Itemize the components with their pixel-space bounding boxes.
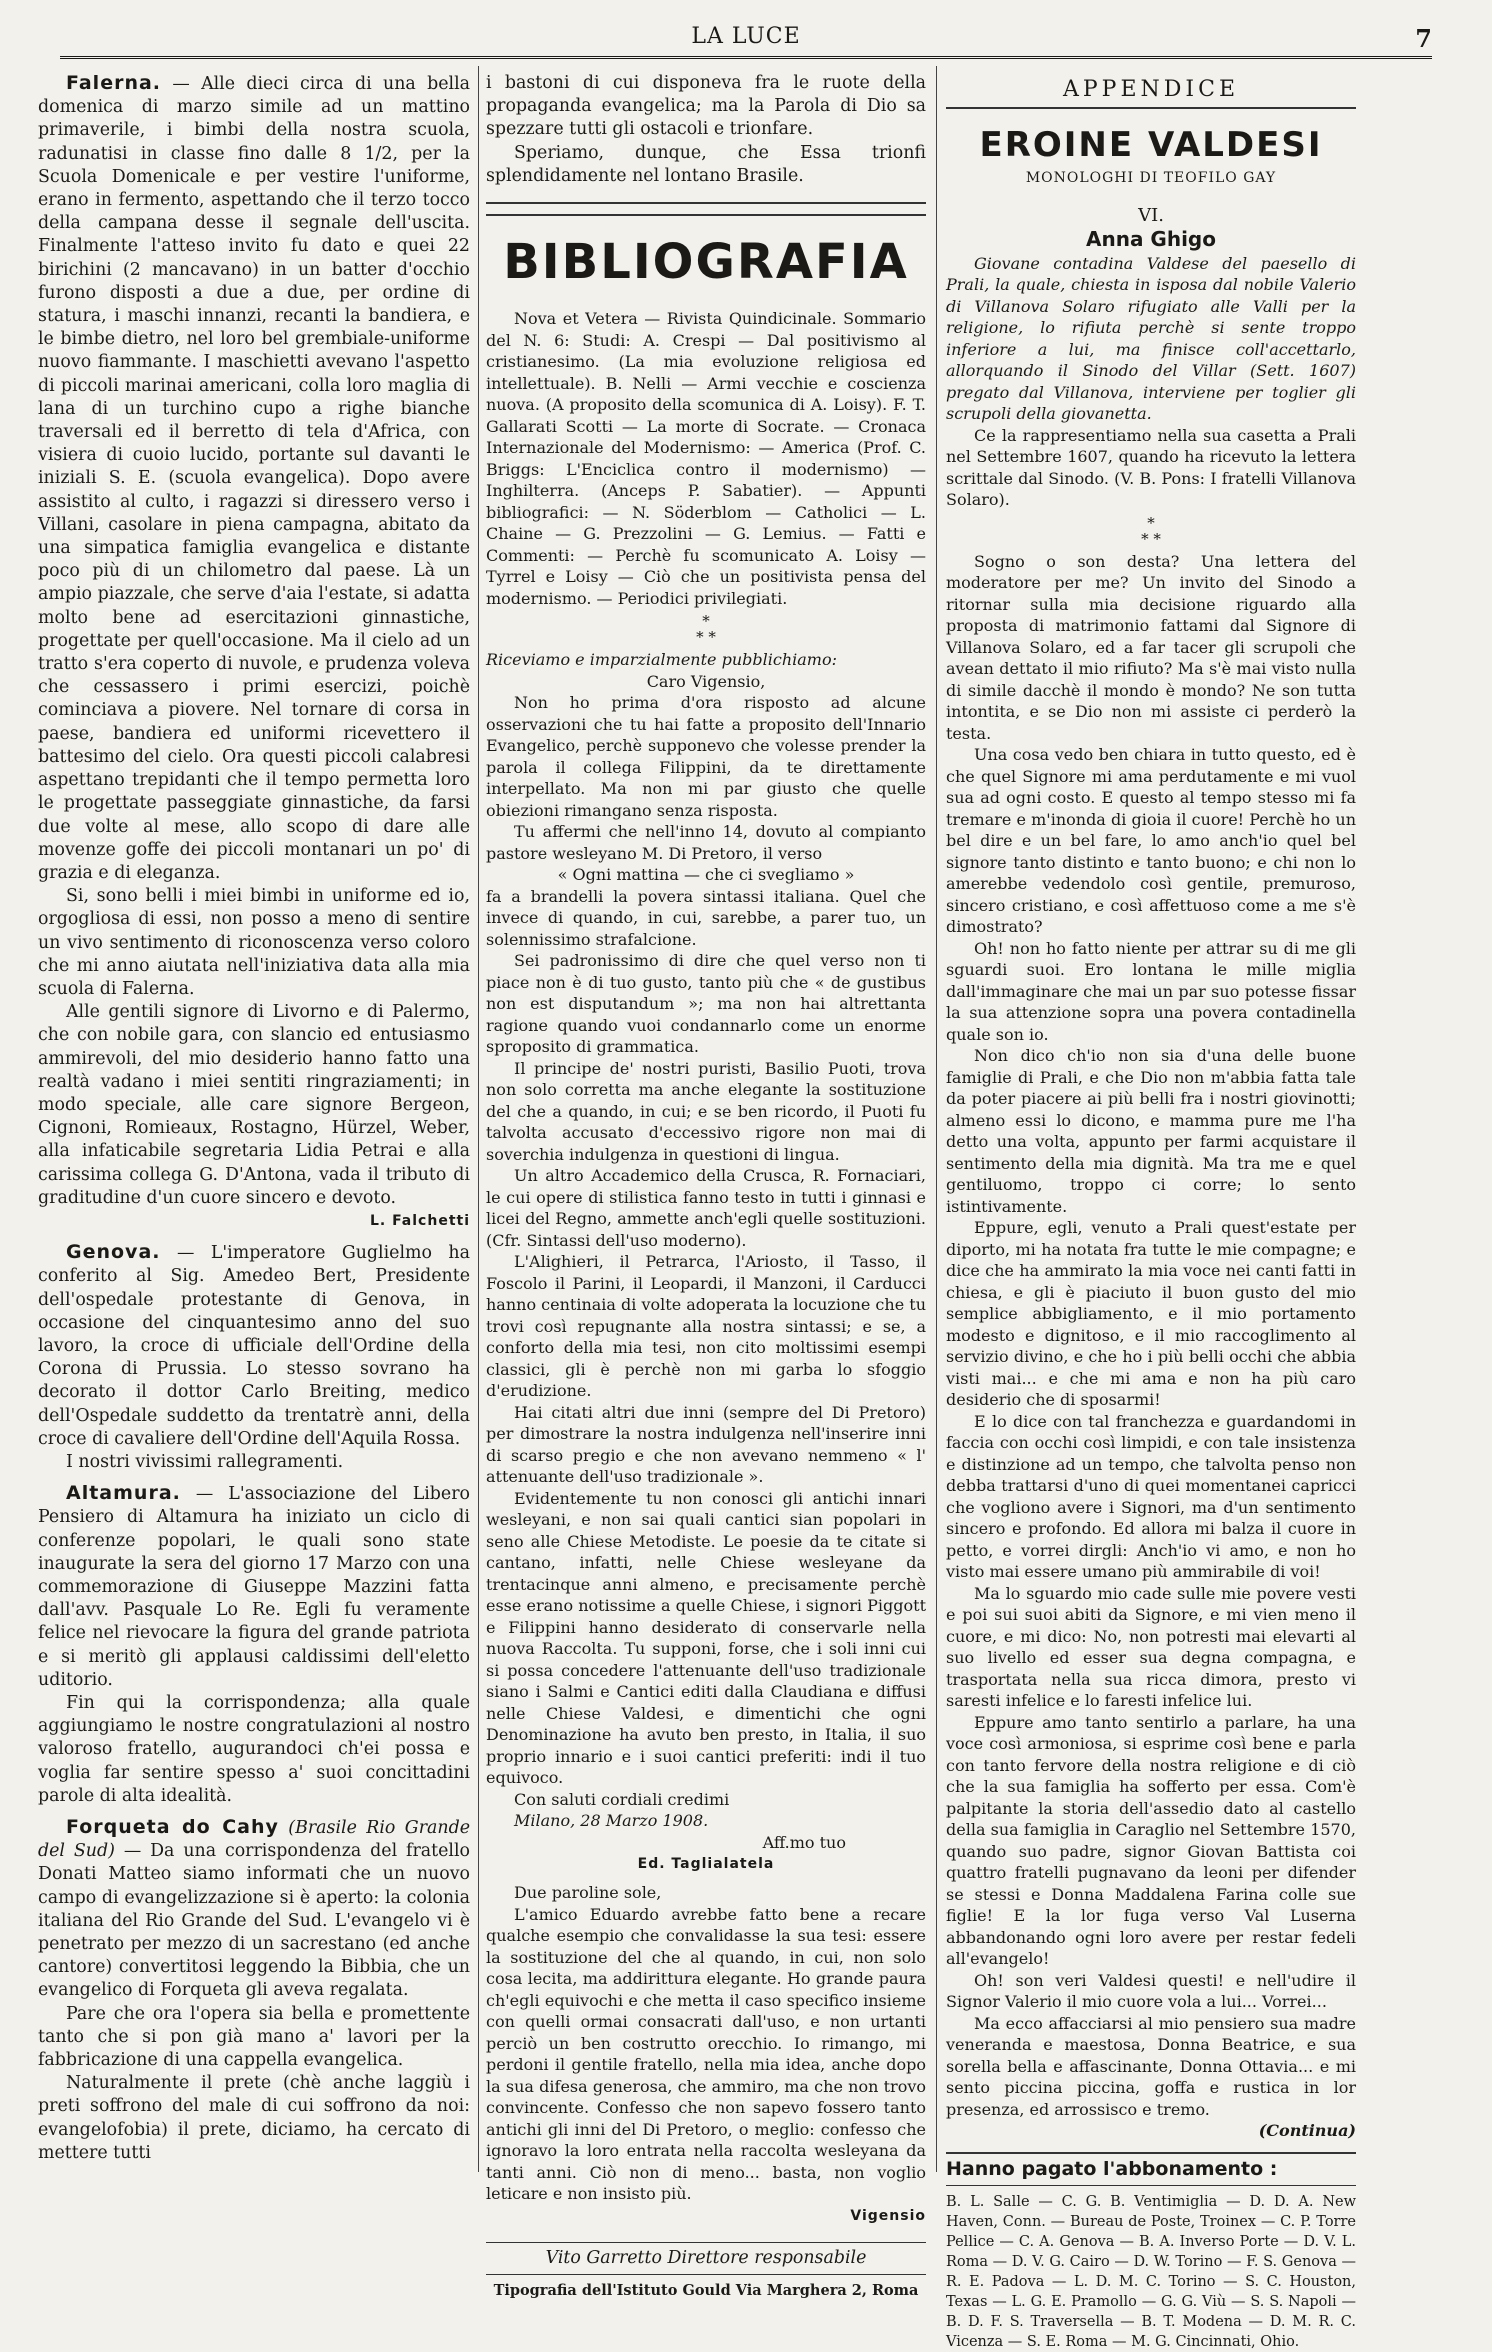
column-appendice: [946, 72, 1356, 2351]
paragraph: Eppure amo tanto sentirlo a parlare, ha una voce così armoniosa, si esprime così bene e parla con tanto fervore della nostra religione e di ciò che la sua famiglia ha sofferto per essa. Com'è palpitante la storia dell'assedio dato al castello della sua famiglia in Caraglio nel Settembre 1570, quando suo padre, signor Giovan Battista coi quattro fratelli pugnavano da leoni per difender se stessi e Donna Maddalena Farina colle sue figlie! E la lor fuga verso Val Luserna abbandonando ogni loro avere per restar fedeli all'evangelo!: [946, 1712, 1356, 1969]
column-divider: [936, 66, 937, 2172]
signature: Ed. Taglialatela: [637, 1856, 775, 1873]
paragraph: Speriamo, dunque, che Essa trionfi splendidamente nel lontano Brasile.: [486, 142, 926, 186]
paragraph: Sogno o son desta? Una lettera del moderatore per me? Un invito del Sinodo a ritornar sulla mia decisione riguardo alla proposta di matrimonio fattami dal Signore di Villanova Solaro, ed a far tacer gli scrupoli che avean dettato il mio rifiuto? Ma s'è mai visto nulla di simile dacchè il mondo è mondo? Ne son tutta intontita, e se Dio non mi assiste ci perderò la testa.: [946, 551, 1356, 743]
paragraph: Ma ecco affacciarsi al mio pensiero sua madre veneranda e maestosa, Donna Beatrice, e sua sorella bella e affascinante, Donna Ottavia... e mi sento piccina piccina, goffa e rustica in lor presenza, ed arrossisco e tremo.: [946, 2013, 1356, 2119]
paragraph: Tu affermi che nell'inno 14, dovuto al compianto pastore wesleyano M. Di Pretoro, il verso: [486, 822, 926, 863]
paragraph: Si, sono belli i miei bimbi in uniforme ed io, orgogliosa di essi, non posso a meno di sentire un vivo sentimento di riconoscenza verso coloro che mi anno aiutata nell'iniziativa data alla mia scuola di Falerna.: [38, 886, 470, 999]
paragraph: Una cosa vedo ben chiara in tutto questo, ed è che quel Signore mi ama perdutamente e mi vuol sua ad ogni costo. E questo al tempo stesso mi fa tremare e m'inonda di gioia il cuore! Perchè ho un bel dire e un bel fare, lo amo anch'io quel bel signore tanto distinto e tanto buono; e chi non lo amerebbe vedendolo così gentile, premuroso, sincero cristiano, e così affettuoso come a me s'è dimostrato?: [946, 745, 1356, 937]
subscribers-heading: Hanno pagato l'abbonamento :: [946, 2152, 1356, 2186]
printer-credit: Tipografia dell'Istituto Gould Via Marghera 2, Roma: [493, 2282, 919, 2300]
paragraph: Naturalmente il prete (chè anche laggiù i preti soffrono del male di cui soffrono da noi: evangelofobia) il prete, diciamo, ha cercato di mettere tutti: [38, 2073, 470, 2163]
quote: « Ogni mattina — che ci svegliamo »: [557, 865, 855, 885]
paragraph: i bastoni di cui disponeva fra le ruote della propaganda evangelica; ma la Parola di Dio sa spezzare tutti gli ostacoli e trionfare.: [486, 73, 926, 140]
intro-paragraph: Ce la rappresentiamo nella sua casetta a Prali nel Settembre 1607, quando ha ricevuto la lettera scrittale dal Sinodo. (V. B. Pons: I fratelli Villanova Solaro).: [946, 425, 1356, 510]
article-heading: Forqueta do Cahy: [66, 1816, 279, 1839]
article-text: — Alle dieci circa di una bella domenica di marzo simile ad un mattino primaverile, i bimbi della nostra scuola, radunatisi in classe fino dalle 8 1/2, per la Scuola Domenicale e per vestire l'uniforme, erano in fermento, aspettando che il terzo tocco della campana desse il segnale dell'uscita. Finalmente l'atteso invito fu dato e quei 22 birichini (2 mancavano) in un batter d'occhio furono disposti a due a due, per ordine di statura, i maschi innanzi, recanti la bandiera, e le bimbe dietro, nel loro bel grembiale-uniforme nuovo fiammante. I maschietti avevano l'aspetto di piccoli marinai americani, colla loro maglia di lana di un turchino cupo a righe bianche traversali ed il berretto di tela d'Africa, con visiera di cuoio lucido, portante sul davanti le iniziali S. E. (scuola evangelica). Dopo avere assistito al culto, i ragazzi si diressero verso i Villani, casolare in piena campagna, abitato da una simpatica famiglia evangelica e distante poco più di un chilometro dal paese. Là un ampio piazzale, che serve d'aia l'estate, si adatta molto bene ad esercitazioni ginnastiche, progettate per quell'occasione. Ma il cielo ad un tratto s'era coperto di nuvole, e prudenza voleva che cessassero i primi esercizi, poichè cominciava a piovere. Nel tornare di corsa in paese, bandiera ed uniformi ricevettero il battesimo del cielo. Ora questi piccoli calabresi aspettano trepidanti che il tempo permetta loro le progettate passeggiate ginnastiche, da farsi due volte al mese, allo scopo di dare alle movenze goffe dei piccoli montanari un po' di grazia e di eleganza.: [38, 74, 470, 883]
paragraph: Sei padronissimo di dire che quel verso non ti piace non è di tuo gusto, tanto più che « de gustibus non est disputandum »; ma non hai altrettanta ragione quando vuoi condannarlo come un enorme sproposito di grammatica.: [486, 951, 926, 1057]
ornamental-rule: [486, 202, 926, 216]
editor-credit: Vito Garretto Direttore responsabile: [486, 2242, 926, 2275]
article-altamura: [38, 1482, 470, 1692]
paragraph: Pare che ora l'opera sia bella e promettente tanto che si pon già mano a' lavori per la fabbricazione di una cappella evangelica.: [38, 2003, 470, 2071]
paragraph: Oh! non ho fatto niente per attrar su di me gli sguardi suoi. Ero lontana le mille miglia dall'immaginare che mai un par suo potesse fissar la sua attenzione sopra una povera contadinella quale son io.: [946, 938, 1356, 1044]
paragraph: Oh! son veri Valdesi questi! e nell'udire il Signor Valerio il mio cuore vola a lui... Vorrei...: [946, 1970, 1356, 2012]
paragraph: L'Alighieri, il Petrarca, l'Ariosto, il Tasso, il Foscolo il Parini, il Leopardi, il Manzoni, il Carducci hanno centinaia di volte adoperata la locuzione che tu trovi così repugnante alla nostra sintassi; e se, a conforto della mia tesi, non cito moltissimi esempi classici, gli è perchè non mi garba lo sfoggio d'erudizione.: [486, 1252, 926, 1401]
separator-stars: * * *: [696, 612, 716, 647]
paragraph: L'amico Eduardo avrebbe fatto bene a recare qualche esempio che convalidasse la sua tesi: essere la sostituzione del che al quando, in cui, non solo cosa lecita, ma addirittura elegante. Ho grande paura ch'egli equivochi e che metta il caso specifico insieme con quelli ormai consacrati dall'uso, e non urtanti perciò un ben costrutto orecchio. Io rimango, mi perdoni il gentile fratello, nella mia idea, anche dopo la sua difesa generosa, che ammiro, ma che non trovo convincente. Confesso che non sapevo fossero tanto antichi gli inni del Di Pretoro, o meglio: confesso che ignoravo la loro entrata nella raccolta wesleyana da tanti anni. Ciò non di meno... basta, non voglio leticare e non insisto più.: [486, 1904, 926, 2204]
paragraph: Due paroline sole,: [514, 1883, 662, 1903]
signature: Vigensio: [850, 2207, 926, 2224]
salutation: Caro Vigensio,: [646, 671, 766, 691]
article-falerna: [38, 72, 470, 885]
article-forqueta: [38, 1816, 470, 2003]
paragraph: Hai citati altri due inni (sempre del Di Pretoro) per dimostrare la nostra indulgenza nell'inserire inni di scarso pregio e che non avevano nemmeno « l' attenuante dell'uso tradizionale ».: [486, 1402, 926, 1487]
article-genova: [38, 1241, 470, 1451]
column-divider: [478, 66, 479, 2172]
signature: L. Falchetti: [369, 1212, 470, 1229]
serial-title: EROINE VALDESI: [979, 125, 1323, 166]
letter-date: Milano, 28 Marzo 1908.: [514, 1811, 709, 1831]
masthead-title: LA LUCE: [691, 24, 801, 49]
paragraph: Non dico ch'io non sia d'una delle buone famiglie di Prali, e che Dio non m'abbia fatta tale da poter piacere ai più belli fra i nostri giovinotti; almeno essi lo dicono, e mamma pure me l'ha detto una volta, appunto per farmi acquistare il sentimento della mia dignità. Ma tra me e quel gentiluomo, troppo ci corre; lo sento istintivamente.: [946, 1046, 1356, 1216]
article-heading: Genova.: [66, 1241, 161, 1264]
paragraph: Ma lo sguardo mio cade sulle mie povere vesti e poi sui suoi abiti da Signore, e mi vien meno il cuore, e mi dico: No, non potresti mai elevarti al suo livello ed esser sua degna compagna, e trasportata nella sua ricca dimora, presto vi saresti infelice e lo faresti infelice lui.: [946, 1583, 1356, 1711]
paragraph: Fin qui la corrispondenza; alla quale aggiungiamo le nostre congratulazioni al nostro valoroso fratello, augurandoci ch'ei possa e voglia far sentire spesso a' suoi concittadini parole di alta idealità.: [38, 1693, 470, 1806]
paragraph: Non ho prima d'ora risposto ad alcune osservazioni che tu hai fatte a proposito dell'Innario Evangelico, perchè supponevo che volesse prender la parola il collega Filippini, da te direttamente interpellato. Ma non mi par giusto che quelle obiezioni rimangano senza risposta.: [486, 693, 926, 820]
chapter-number: VI.: [1138, 205, 1164, 227]
closing: Aff.mo tuo: [762, 1832, 846, 1852]
page-header: [60, 24, 1432, 59]
intro-line: Riceviamo e imparzialmente pubblichiamo:: [486, 650, 837, 670]
paragraph: Con saluti cordiali credimi: [514, 1789, 730, 1809]
section-label: APPENDICE: [946, 78, 1356, 109]
article-text: — L'associazione del Libero Pensiero di Altamura ha iniziato un ciclo di conferenze popolari, le quali sono state inaugurate la sera del giorno 17 Marzo con una commemorazione di Giuseppe Mazzini fatta dall'avv. Pasquale Lo Re. Egli fu veramente felice nel rievocare la figura del grande patriota e si meritò gli applausi caldissimi dell'eletto uditorio.: [38, 1484, 471, 1690]
paragraph: Nova et Vetera — Rivista Quindicinale. Sommario del N. 6: Studi: A. Crespi — Dal positivismo al cristianesimo. (La mia evoluzione religiosa ed intellettuale). B. Nelli — Armi vecchie e coscienza nuova. (A proposito della scomunica di A. Loisy). F. T. Gallarati Scotti — La morte di Socrate. — Cronaca Internazionale del Modernismo: — America (Prof. C. Briggs: L'Enciclica contro il modernismo) — Inghilterra. (Anceps P. Sabatier). — Appunti bibliografici: — N. Söderblom — Catholici — L. Chaine — G. Prezzolini — G. Lemius. — Fatti e Commenti: — Perchè fu scomunicato A. Loisy — Tyrrel e Loisy — Ciò che un positivista pensa del modernismo. — Periodici privilegiati.: [486, 309, 926, 608]
subscribers-list: B. L. Salle — C. G. B. Ventimiglia — D. D. A. New Haven, Conn. — Bureau de Poste, Troinex — C. P. Torre Pellice — C. A. Genova — B. A. Inverso Porte — D. V. L. Roma — D. V. G. Cairo — D. W. Torino — F. S. Genova — R. E. Padova — L. D. M. C. Torino — S. C. Houston, Texas — L. G. E. Pramollo — G. G. Viù — S. S. Napoli — B. D. F. S. Traversella — B. T. Modena — D. M. R. C. Vicenza — S. E. Roma — M. G. Cincinnati, Ohio.: [946, 2194, 1356, 2351]
section-title: BIBLIOGRAFIA: [503, 234, 909, 291]
intro-paragraph: Giovane contadina Valdese del paesello di Prali, la quale, chiesta in isposa dal nobile Valerio di Villanova Solaro rifugiato alle Valli per la religione, lo rifiuta perchè si sente troppo inferiore a lui, ma finisce coll'accettarlo, allorquando il Sinodo del Villar (Sett. 1607) pregato dal Villanova, interviene per toglier gli scrupoli della giovanetta.: [946, 253, 1356, 424]
separator-stars: * * *: [1141, 513, 1161, 548]
continued-note: (Continua): [1258, 2121, 1356, 2141]
chapter-title: Anna Ghigo: [1086, 226, 1216, 251]
paragraph: Eppure, egli, venuto a Prali quest'estate per diporto, mi ha notata fra tutte le mie compagne; e dice che ha ammirato la mia voce nei canti fatti in chiesa, e gli è piaciuto il buon gusto del mio semplice abbigliamento, e il mio portamento modesto e dignitoso, e il mio raccoglimento al servizio divino, e che ho i più belli occhi che abbia visti mai... e che mi ama e non ha più caro desiderio che di sposarmi!: [946, 1218, 1356, 1410]
article-place: (Brasile Rio Grande del Sud): [38, 1818, 471, 1862]
article-text: — L'imperatore Guglielmo ha conferito al Sig. Amedeo Bert, Presidente dell'ospedale protestante di Genova, in occasione del cinquantesimo anno del suo lavoro, la croce di ufficiale dell'Ordine della Corona di Prussia. Lo stesso sovrano ha decorato il dottor Carlo Breiting, medico dell'Ospedale suddetto da trentatrè anni, della croce di cavaliere dell'Ordine dell'Aquila Rossa.: [38, 1243, 471, 1449]
paragraph: Un altro Accademico della Crusca, R. Fornaciari, le cui opere di stilistica fanno testo in tutti i ginnasi e licei del Regno, ammette anch'egli quelle sostituzioni. (Cfr. Sintassi dell'uso moderno).: [486, 1166, 926, 1250]
paragraph: E lo dice con tal franchezza e guardandomi in faccia con occhi così limpidi, e con tale insistenza e distinzione ad un tempo, che talvolta penso non debba trattarsi d'uno di quei momentanei capricci che vogliono avere i Signori, ma d'un sentimento sincero e profondo. Ed allora mi balza il cuore in petto, e vorrei dirgli: Anch'io vi amo, e non ho visto mai essere umano più ammirabile di voi!: [946, 1411, 1356, 1582]
column-bibliografia: [486, 72, 926, 2300]
paragraph: Evidentemente tu non conosci gli antichi innari wesleyani, e non sai quali cantici sian popolari in seno alle Chiese Metodiste. Le poesie da te citate si cantano, infatti, nelle Chiese wesleyane da trentacinque anni almeno, e precisamente perchè esse erano notissime a quelle Chiese, i signori Piggott e Filippini hanno desiderato di conservarle nella nuova Raccolta. Tu supponi, forse, che i soli inni cui si possa concedere l'attenuante dell'uso tradizionale siano i Salmi e Cantici editi dalla Claudiana e diffusi nelle Chiese Valdesi, e dimentichi che ogni Denominazione ha avuto ben presto, in Italia, il suo proprio innario e i suoi cantici preferiti: indi il tuo equivoco.: [486, 1488, 926, 1788]
paragraph: Alle gentili signore di Livorno e di Palermo, che con nobile gara, con slancio ed entusiasmo ammirevoli, del mio desiderio hanno fatto una realtà vadano i miei sentiti ringraziamenti; in modo speciale, alle care signore Bergeon, Cignoni, Romieaux, Rostagno, Hürzel, Weber, alla infaticabile segretaria Lidia Petrai e alla carissima collega G. D'Antona, vada il tributo di graditudine d'un cuore sincero e devoto.: [38, 1002, 470, 1208]
page-number: 7: [1415, 24, 1432, 53]
article-heading: Falerna.: [66, 72, 162, 94]
article-text: — Da una corrispondenza del fratello Donati Matteo siamo informati che un nuovo campo di evangelizzazione si è aperto: la colonia italiana del Rio Grande del Sud. L'evangelo vi è penetrato per mezzo di un sacrestano (ed anche cantore) convertitosi leggendo la Bibbia, che un evangelico di Forqueta gli aveva regalata.: [38, 1841, 471, 2001]
paragraph: I nostri vivissimi rallegramenti.: [66, 1451, 344, 1472]
paragraph: Il principe de' nostri puristi, Basilio Puoti, trova non solo corretta ma anche elegante la sostituzione del che a quando, in cui; e se ben ricordo, il Puoti fu talvolta accusato d'eccessivo rigore non mai di soverchia indulgenza in questioni di lingua.: [486, 1058, 926, 1164]
column-news: [38, 72, 470, 2204]
paragraph: fa a brandelli la povera sintassi italiana. Quel che invece di quando, in cui, sarebbe, a parer tuo, un solennissimo strafalcione.: [486, 886, 926, 949]
serial-subtitle: MONOLOGHI DI TEOFILO GAY: [1025, 170, 1277, 187]
article-heading: Altamura.: [66, 1482, 181, 1505]
